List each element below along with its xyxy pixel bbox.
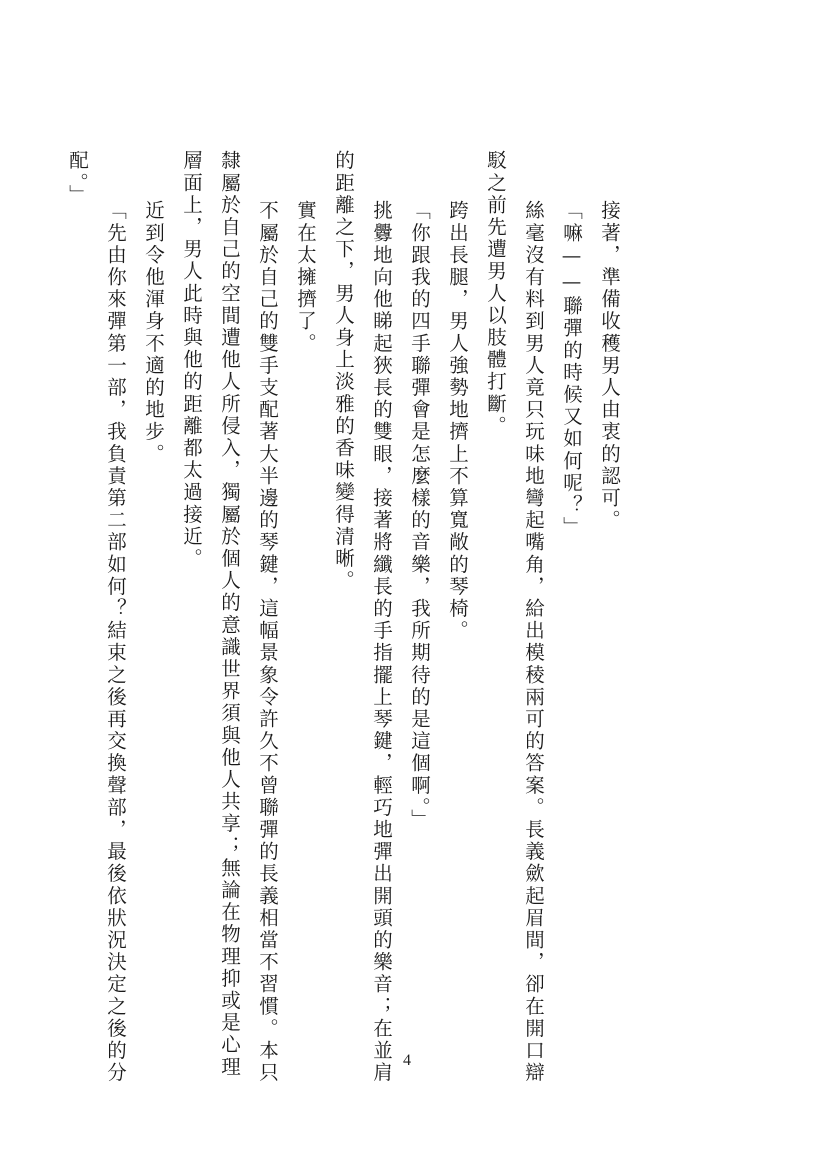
text-line-6: [400, 150, 438, 831]
line-indent: [153, 150, 154, 200]
text-line-4: [476, 150, 514, 437]
line-indent: [533, 150, 534, 200]
line-text: 挑釁地向他睇起狹長的雙眼，接著將纖長的手指擺上琴鍵，輕巧地彈出開頭的樂音；在並肩: [370, 200, 393, 1084]
text-line-3: [514, 150, 552, 1084]
line-indent: [571, 150, 572, 200]
text-line-14: [96, 150, 134, 1084]
text-line-13: [134, 150, 172, 465]
line-text: 駁之前先遭男人以肢體打斷。: [484, 150, 507, 438]
line-text: 隸屬於自己的空間遭他人所侵入，獨屬於個人的意識世界須與他人共享；無論在物理抑或是心理: [218, 150, 241, 1079]
vertical-text-body: [66, 150, 628, 1084]
line-indent: [381, 150, 382, 200]
line-text: 接著，準備收穫男人由衷的認可。: [598, 200, 621, 532]
line-text: 層面上，男人此時與他的距離都太過接近。: [180, 150, 203, 570]
line-text: 不屬於自己的雙手支配著大半邊的琴鍵，這幅景象令許久不曾聯彈的長義相當不習慣。本只: [256, 200, 279, 1084]
line-text: 「你跟我的四手聯彈會是怎麼樣的音樂，我所期待的是這個啊。」: [408, 200, 431, 832]
line-indent: [457, 150, 458, 200]
line-indent: [609, 150, 610, 200]
text-line-15: [58, 150, 96, 207]
line-indent: [267, 150, 268, 200]
line-text: 跨出長腿，男人強勢地擠上不算寬敞的琴椅。: [446, 200, 469, 642]
text-line-2: [552, 150, 590, 539]
line-text: 配。」: [66, 150, 89, 207]
text-line-5: [438, 150, 476, 642]
text-line-1: [590, 150, 628, 532]
text-line-7: [362, 150, 400, 1084]
text-line-10: [248, 150, 286, 1084]
text-line-12: [172, 150, 210, 570]
line-indent: [419, 150, 420, 200]
line-indent: [115, 150, 116, 200]
text-line-8: [324, 150, 362, 592]
line-text: 近到令他渾身不適的地步。: [142, 200, 165, 466]
line-text: 「嘛——聯彈的時候又如何呢？」: [560, 200, 583, 539]
line-indent: [305, 150, 306, 200]
page-number: 4: [403, 1052, 411, 1069]
line-text: 實在太擁擠了。: [294, 200, 317, 355]
text-line-9: [286, 150, 324, 355]
text-line-11: [210, 150, 248, 1078]
line-text: 絲毫沒有料到男人竟只玩味地彎起嘴角，給出模稜兩可的答案。長義歛起眉間，卻在開口辯: [522, 200, 545, 1084]
line-text: 的距離之下，男人身上淡雅的香味變得清晰。: [332, 150, 355, 592]
line-text: 「先由你來彈第一部，我負責第二部如何？結束之後再交換聲部，最後依狀況決定之後的分: [104, 200, 127, 1084]
